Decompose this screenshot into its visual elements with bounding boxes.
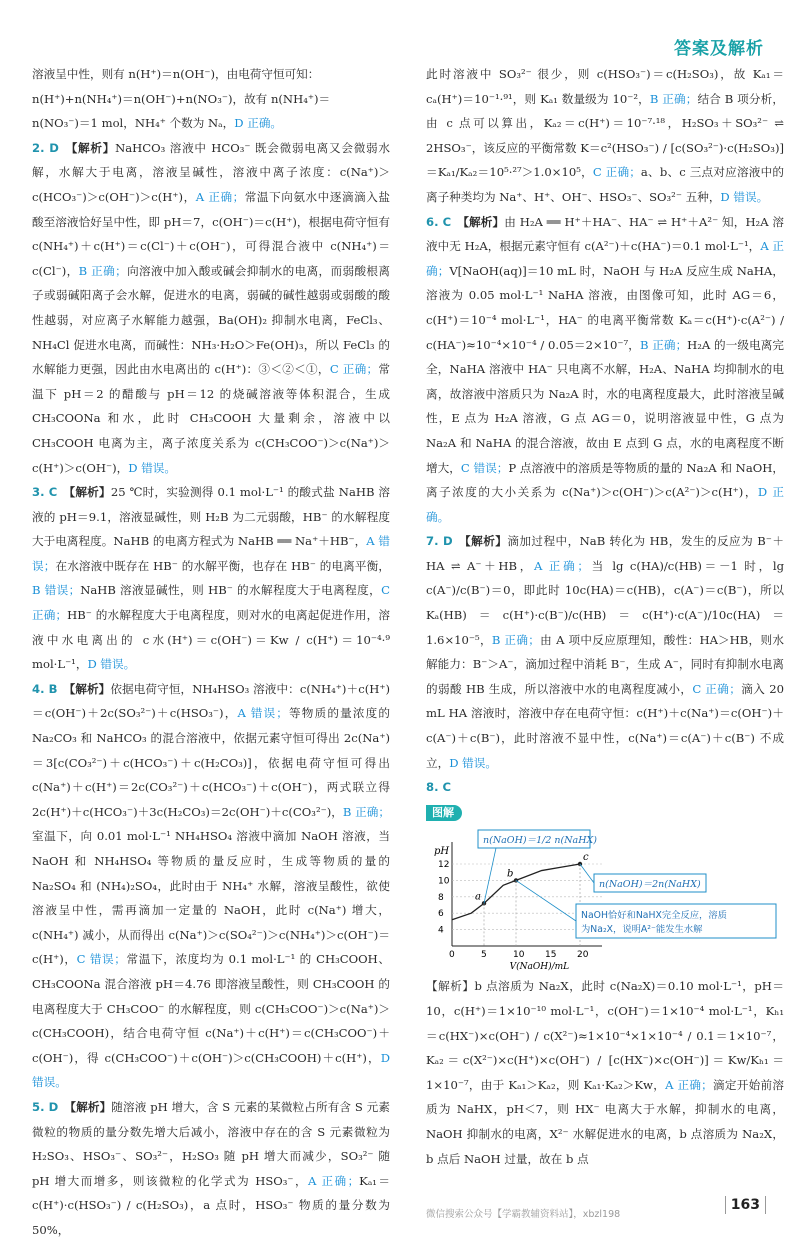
question-number: 6. C	[426, 214, 456, 229]
verdict-text: B 正确；	[649, 91, 698, 106]
verdict-text: C 错误；	[460, 460, 509, 475]
y-tick-label: 10	[438, 876, 450, 887]
analysis-text: 由 H₂A ══ H⁺＋HA⁻、HA⁻ ⇌ H⁺＋A²⁻ 知，H₂A 溶液中无 H₂A，根据元素守恒有 c(A²⁻)＋c(HA⁻)＝0.1 mol·L⁻¹，	[426, 214, 784, 254]
x-tick-label: 5	[481, 950, 487, 961]
annotation-leader-2	[580, 864, 594, 883]
x-tick-label: 0	[449, 950, 455, 961]
answer-paragraph	[426, 62, 784, 210]
x-tick-label: 20	[577, 950, 589, 961]
answer-paragraph	[32, 111, 390, 136]
analysis-text: 在水溶液中既存在 HB⁻ 的水解平衡，也存在 HB⁻ 的电离平衡，	[55, 558, 390, 573]
verdict-text: D 错误。	[720, 189, 769, 204]
annotation-leader-3	[516, 881, 576, 922]
question-number: 3. C	[32, 485, 62, 500]
annotation-1: n(NaOH)＝1/2 n(NaHX)	[483, 835, 597, 847]
analysis-text: V[NaOH(aq)]＝10 mL 时，NaOH 与 H₂A 反应生成 NaHA，溶液为 0.05 mol·L⁻¹ NaHA 溶液，由图像可知，此时 AG＝6，c(H⁺)＝10⁻⁴ mol·L⁻¹，HA⁻ 的电离平衡常数 Kₐ＝c(H⁺)·c(A²⁻) / c(HA⁻)≈10⁻⁴×10⁻⁴ / 0.05＝2×10⁻⁷，	[426, 263, 784, 352]
answer-paragraph	[32, 87, 390, 112]
analysis-label: 【解析】	[65, 140, 116, 155]
verdict-text: D 正确。	[234, 116, 283, 131]
verdict-text: D 错误。	[87, 657, 136, 672]
y-axis-label: pH	[434, 846, 450, 858]
analysis-label: 【解析】	[459, 534, 508, 549]
analysis-text: 当 lg c(HA)/c(HB)＝－1 时，lg c(A⁻)/c(B⁻)＝0，即此时 10c(HA)＝c(HB)，c(A⁻)＝c(B⁻)，所以 Kₐ(HB)＝c(H⁺)·c(B⁻)/c(HB)＝c(H⁺)·c(A⁻)/10c(HA)＝1.6×10⁻⁵，	[426, 558, 784, 647]
analysis-text: 滴加过程中，NaB 转化为 HB，发生的反应为 B⁻＋HA ⇌ A⁻＋HB，	[426, 534, 784, 573]
verdict-text: A 正确；	[534, 558, 589, 573]
y-tick-label: 6	[438, 909, 444, 920]
annotation-3-line-1: NaOH恰好和NaHX完全反应，溶质	[581, 910, 727, 922]
verdict-text: D 错误。	[449, 755, 497, 770]
answer-item	[426, 529, 784, 775]
left-column	[32, 62, 390, 1243]
verdict-text: B 正确；	[78, 263, 127, 278]
annotation-leader-1	[484, 848, 496, 903]
analysis-text: 常温下 pH＝2 的醋酸与 pH＝12 的烧碱溶液等体积混合，生成 CH₃COONa 和水，此时 CH₃COOH 大量剩余，溶液中以 CH₃COOH 电离为主，离子浓度关系为 c(CH₃COO⁻)＞c(Na⁺)＞c(H⁺)＞c(OH⁻)，	[32, 362, 390, 475]
titration-graph	[426, 824, 784, 974]
analysis-text: n(NO₃⁻)＝1 mol，NH₄⁺ 个数为 Nₐ，	[32, 116, 235, 131]
question-number: 2. D	[32, 140, 64, 155]
verdict-text: D 错误。	[128, 460, 176, 475]
answer-paragraph	[32, 62, 390, 87]
answer-item	[32, 136, 390, 480]
answer-paragraph	[426, 974, 784, 1171]
analysis-text: 向溶液中加入酸或碱会抑制水的电离，而弱酸根离子或弱碱阳离子会水解，促进水的电离，弱碱的碱性越弱或弱酸的酸性越弱，对应离子水解能力越强，Ba(OH)₂ 抑制水电离，FeCl₃、NH₄Cl 促进水电离，而碱性：NH₃·H₂O＞Fe(OH)₃，所以 FeCl₃ 的水解能力更强，因此由水电离出的 c(H⁺)：③＜②＜①，	[32, 263, 390, 377]
analysis-text: NaHB 溶液显碱性，则 HB⁻ 的水解程度大于电离程度，	[80, 583, 382, 598]
verdict-text: C 正确；	[329, 362, 379, 377]
analysis-label: 【解析】	[63, 681, 111, 696]
analysis-text: 【解析】b 点溶质为 Na₂X，此时 c(Na₂X)＝0.10 mol·L⁻¹，pH＝10，c(H⁺)＝1×10⁻¹⁰ mol·L⁻¹，c(OH⁻)＝1×10⁻⁴ mol·L⁻¹，Kₕ₁＝c(HX⁻)×c(OH⁻) / c(X²⁻)≈1×10⁻⁴×1×10⁻⁴ / 0.1＝1×10⁻⁷，Kₐ₂＝c(X²⁻)×c(H⁺)×c(OH⁻) / [c(HX⁻)×c(OH⁻)]＝Kw/Kₕ₁＝1×10⁻⁷，由于 Kₐ₁＞Kₐ₂，则 Kₐ₁·Kₐ₂＞Kw，	[426, 979, 784, 1092]
footer-watermark-note: 微信搜索公众号【学霸教辅资料站】，xbzl198	[426, 1209, 621, 1220]
diagram-badge: 图解	[426, 805, 462, 821]
analysis-label: 【解析】	[63, 485, 111, 500]
y-tick-label: 12	[438, 860, 450, 871]
analysis-text: 结合 B 项分析，由 c 点可以算出，Kₐ₂＝c(H⁺)＝10⁻⁷·¹⁸，H₂SO₃＋SO₃²⁻ ⇌ 2HSO₃⁻，该反应的平衡常数 K＝c²(HSO₃⁻) / [c(SO₃²⁻)·c(H₂SO₃)]＝Kₐ₁/Kₐ₂＝10⁵·²⁷＞1.0×10⁵，	[426, 91, 784, 180]
analysis-text: Kₐ₁＝c(H⁺)·c(HSO₃⁻) / c(H₂SO₃)，a 点时，HSO₃⁻ 物质的量分数为 50%，	[32, 1173, 390, 1237]
titration-curve	[452, 864, 580, 920]
verdict-text: B 正确；	[639, 337, 688, 352]
analysis-text: 常温下，浓度均为 0.1 mol·L⁻¹ 的 CH₃COOH、CH₃COONa 混合溶液 pH＝4.76 即溶液呈酸性，则 CH₃COOH 的电离程度大于 CH₃COO⁻ 的水解程度，则 c(CH₃COO⁻)＞c(Na⁺)＞c(CH₃COOH)，结合电荷守恒 c(Na⁺)＋c(H⁺)＝c(CH₃COO⁻)＋c(OH⁻)，得 c(CH₃COO⁻)＋c(OH⁻)＞c(CH₃COOH)＋c(H⁺)，	[32, 952, 390, 1065]
verdict-text: C 错误；	[76, 952, 126, 967]
point-label: a	[475, 891, 481, 903]
titration-diagram	[426, 800, 784, 975]
analysis-label: 【解析】	[457, 214, 505, 229]
analysis-text: 滴定开始前溶质为 NaHX，pH＜7，则 HX⁻ 电离大于水解，抑制水的电离，NaOH 抑制水的电离，X²⁻ 水解促进水的电离，b 点溶质为 Na₂X，b 点后 NaOH 过量，故在 b 点	[426, 1077, 784, 1166]
question-number: 7. D	[426, 534, 458, 549]
annotation-2: n(NaOH)＝2n(NaHX)	[599, 879, 701, 891]
verdict-text: C 正确；	[592, 165, 641, 180]
analysis-label: 【解析】	[64, 1099, 112, 1114]
header-title: 答案及解析	[674, 39, 764, 59]
question-number: 4. B	[32, 681, 62, 696]
annotation-3-line-2: 为Na₂X，说明A²⁻能发生水解	[581, 924, 703, 936]
verdict-text: A 正确；	[308, 1173, 360, 1188]
verdict-text: B 错误；	[32, 583, 81, 598]
analysis-text: H₂A 的一级电离完全，NaHA 溶液中 HA⁻ 只电离不水解，H₂A、NaHA 均抑制水的电离，故溶液中溶质只为 Na₂A 时，水的电离程度最大，此时溶液呈碱性，E 点为 H₂A 溶液，G 点 AG＝0，说明溶液显中性，G 点为 Na₂A 和 NaHA 的混合溶液，故由 E 点到 G 点，水的电离程度不断增大，	[426, 337, 784, 475]
verdict-text: A 正确；	[426, 239, 784, 278]
x-axis-label: V(NaOH)/mL	[509, 962, 570, 973]
verdict-text: B 正确；	[342, 804, 390, 819]
y-tick-label: 4	[438, 926, 444, 937]
titration-curve-svg	[426, 824, 784, 974]
question-number: 8. C	[426, 780, 452, 795]
analysis-text: n(H⁺)+n(NH₄⁺)＝n(OH⁻)+n(NO₃⁻)，故有 n(NH₄⁺)＝	[32, 91, 331, 106]
analysis-text: 滴入 20 mL HA 溶液时，溶液中存在电荷守恒：c(H⁺)＋c(Na⁺)＝c(OH⁻)＋c(A⁻)＋c(B⁻)，此时溶液不显中性，c(Na⁺)＝c(A⁻)＋c(B⁻) 不成立，	[426, 681, 784, 770]
answer-item	[32, 480, 390, 677]
analysis-text: 由 A 项中反应原理知，酸性：HA＞HB，则水解能力：B⁻＞A⁻，滴加过程中消耗 B⁻，生成 A⁻，同时有抑制水电离的弱酸 HB 生成，所以溶液中水的电离程度减小，	[426, 632, 784, 696]
x-tick-label: 15	[545, 950, 557, 961]
analysis-text: 室温下，向 0.01 mol·L⁻¹ NH₄HSO₄ 溶液中滴加 NaOH 溶液，当 NaOH 和 NH₄HSO₄ 等物质的量反应时，生成等物质的量的 Na₂SO₄ 和 (NH₄)₂SO₄，此时由于 NH₄⁺ 水解，溶液呈酸性，欲使溶液呈中性，需再滴加一定量的 NaOH，此时 c(Na⁺) 增大，c(NH₄⁺) 减小，从而得出 c(Na⁺)＞c(SO₄²⁻)＞c(NH₄⁺)＞c(OH⁻)＝c(H⁺)，	[32, 829, 390, 967]
answer-item	[32, 677, 390, 1095]
verdict-text: B 正确；	[491, 632, 540, 647]
analysis-text: 常温下向氨水中逐滴滴入盐酸至溶液恰好呈中性，即 pH＝7，c(OH⁻)＝c(H⁺)，根据电荷守恒有 c(NH₄⁺)＋c(H⁺)＝c(Cl⁻)＋c(OH⁻)，可得混合液中 c(NH₄⁺)＝c(Cl⁻)，	[32, 189, 390, 278]
question-number: 5. D	[32, 1099, 63, 1114]
verdict-text: C 正确；	[692, 681, 741, 696]
verdict-text: A 正确；	[195, 189, 245, 204]
answer-item	[32, 1095, 390, 1243]
analysis-text: HB⁻ 的水解程度大于电离程度，则对水的电离起促进作用，溶液中水电离出的 c水(H⁺)＝c(OH⁻)＝Kw / c(H⁺)＝10⁻⁴·⁹ mol·L⁻¹，	[32, 608, 390, 672]
page-number: 163	[725, 1196, 766, 1214]
verdict-text: A 错误；	[32, 534, 390, 573]
verdict-text: A 错误；	[237, 706, 288, 721]
analysis-text: 依据电荷守恒，NH₄HSO₃ 溶液中：c(NH₄⁺)＋c(H⁺)＝c(OH⁻)＋2c(SO₃²⁻)＋c(HSO₃⁻)，	[32, 681, 390, 721]
verdict-text: C 正确；	[32, 583, 390, 623]
verdict-text: D 正确。	[426, 485, 784, 524]
analysis-text: NaHCO₃ 溶液中 HCO₃⁻ 既会微弱电离又会微弱水解，水解大于电离，溶液呈碱性，溶液中离子浓度：c(Na⁺)＞c(HCO₃⁻)＞c(OH⁻)＞c(H⁺)，	[32, 140, 390, 204]
point-label: c	[583, 852, 589, 864]
analysis-text: 随溶液 pH 增大，含 S 元素的某微粒占所有含 S 元素微粒的物质的量分数先增大后减小，溶液中存在的含 S 元素微粒为 H₂SO₃、HSO₃⁻、SO₃²⁻，H₂SO₃ 随 pH 增大而减少，SO₃²⁻ 随 pH 增大而增多，则该微粒的化学式为 HSO₃⁻，	[32, 1099, 390, 1188]
point-label: b	[507, 868, 514, 880]
y-tick-label: 8	[438, 893, 444, 904]
answer-item	[426, 210, 784, 530]
x-tick-label: 10	[513, 950, 525, 961]
verdict-text: A 正确；	[665, 1077, 713, 1092]
analysis-text: a、b、c 三点对应溶液中的离子种类均为 Na⁺、H⁺、OH⁻、HSO₃⁻、SO₃²⁻ 五种，	[426, 165, 785, 204]
analysis-text: 等物质的量浓度的 Na₂CO₃ 和 NaHCO₃ 的混合溶液中，依据元素守恒可得出 2c(Na⁺)＝3[c(CO₃²⁻)＋c(HCO₃⁻)＋c(H₂CO₃)]，依据电荷守恒可得出 c(Na⁺)＋c(H⁺)＝2c(CO₃²⁻)＋c(HCO₃⁻)＋c(OH⁻)，两式联立得 2c(H⁺)＋c(HCO₃⁻)＋3c(H₂CO₃)＝2c(OH⁻)＋c(CO₃²⁻)，	[32, 706, 390, 819]
analysis-text: 此时溶液中 SO₃²⁻ 很少，则 c(HSO₃⁻)＝c(H₂SO₃)，故 Kₐ₁＝cₐ(H⁺)＝10⁻¹·⁹¹，则 Kₐ₁ 数量级为 10⁻²，	[426, 67, 784, 106]
verdict-text: D 错误。	[32, 1050, 390, 1090]
answer-item	[426, 775, 784, 800]
right-column	[426, 62, 784, 1171]
analysis-text: 25 ℃时，实验测得 0.1 mol·L⁻¹ 的酸式盐 NaHB 溶液的 pH＝9.1，溶液显碱性，则 H₂B 为二元弱酸，HB⁻ 的水解程度大于电离程度。NaHB 的电离方程式为 NaHB ══ Na⁺＋HB⁻，	[32, 485, 390, 549]
analysis-text: 溶液呈中性，则有 n(H⁺)＝n(OH⁻)，由电荷守恒可知：	[32, 67, 320, 81]
analysis-text: P 点溶液中的溶质是等物质的量的 Na₂A 和 NaOH，离子浓度的大小关系为 c(Na⁺)＞c(OH⁻)＞c(A²⁻)＞c(H⁺)，	[426, 460, 784, 500]
